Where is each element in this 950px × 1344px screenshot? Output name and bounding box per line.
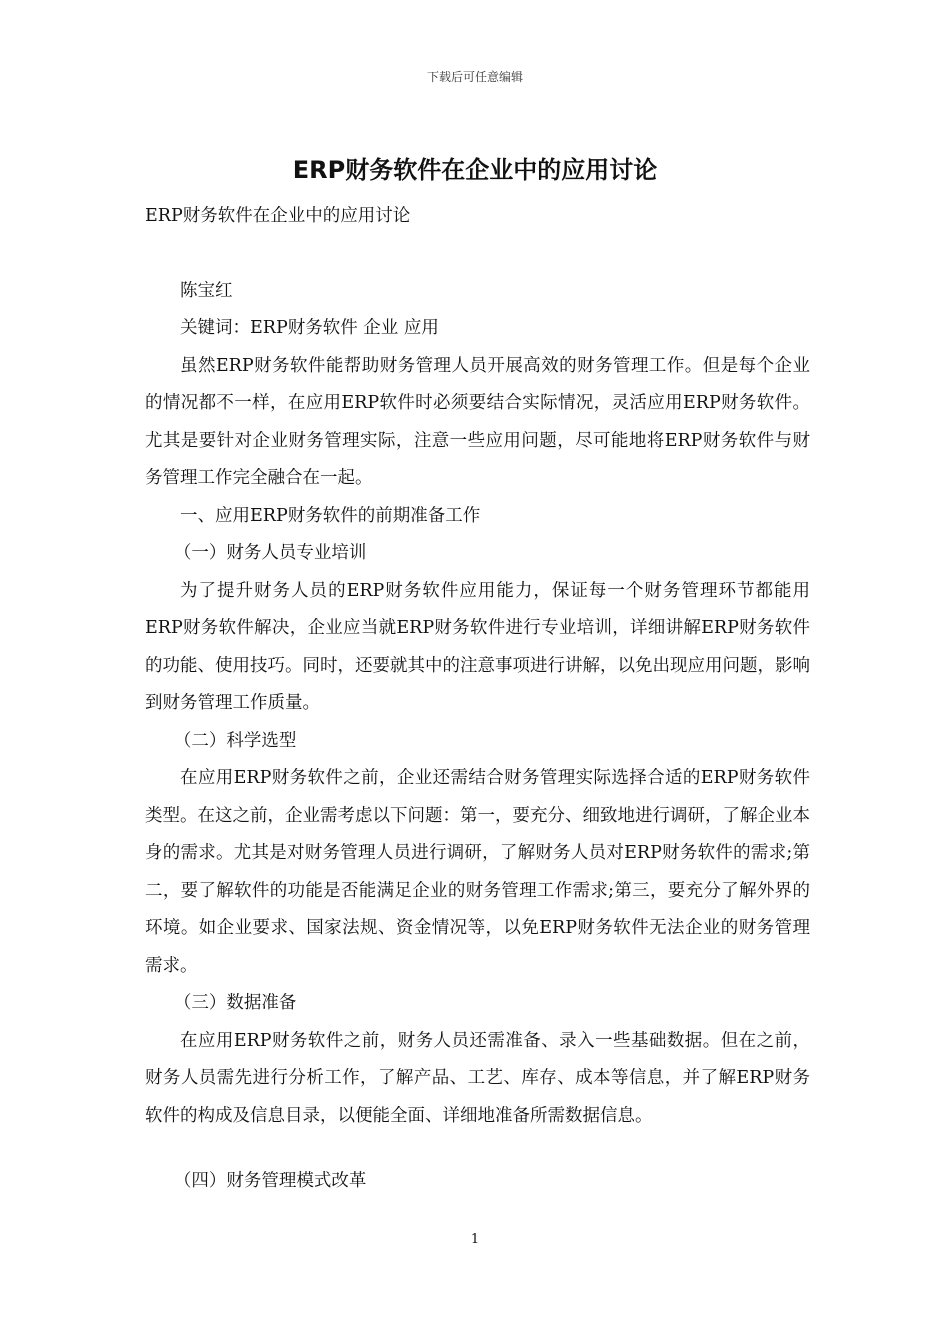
paragraph-data-prep: 在应用ERP财务软件之前，财务人员还需准备、录入一些基础数据。但在之前，财务人员需先进行分析工作，了解产品、工艺、库存、成本等信息，并了解ERP财务软件的构成及信息目录，以便能全面、详细地准备所需数据信息。 bbox=[145, 1030, 810, 1126]
document-body bbox=[145, 198, 810, 1201]
section-heading-1: 一、应用ERP财务软件的前期准备工作 bbox=[180, 505, 481, 526]
subsection-heading-4: （四）财务管理模式改革 bbox=[173, 1171, 367, 1191]
page-title: ERP财务软件在企业中的应用讨论 bbox=[292, 156, 658, 184]
subsection-heading-2: （二）科学选型 bbox=[173, 730, 297, 751]
subsection-heading-3: （三）数据准备 bbox=[173, 993, 297, 1013]
paragraph-intro: 虽然ERP财务软件能帮助财务管理人员开展高效的财务管理工作。但是每个企业的情况都不一样，在应用ERP软件时必须要结合实际情况，灵活应用ERP财务软件。尤其是要针对企业财务管理实际，注意一些应用问题，尽可能地将ERP财务软件与财务管理工作完全融合在一起。 bbox=[145, 355, 810, 488]
header-note: 下载后可任意编辑 bbox=[426, 70, 523, 84]
paragraph-selection: 在应用ERP财务软件之前，企业还需结合财务管理实际选择合适的ERP财务软件类型。在这之前，企业需考虑以下问题：第一，要充分、细致地进行调研，了解企业本身的需求。尤其是对财务管理人员进行调研，了解财务人员对ERP财务软件的需求;第二，要了解软件的功能是否能满足企业的财务管理工作需求;第三，要充分了解外界的环境。如企业要求、国家法规、资金情况等，以免ERP财务软件无法企业的财务管理需求。 bbox=[145, 768, 810, 976]
subtitle: ERP财务软件在企业中的应用讨论 bbox=[145, 206, 411, 226]
author: 陈宝红 bbox=[180, 280, 233, 301]
page-number: 1 bbox=[470, 1232, 480, 1247]
paragraph-training: 为了提升财务人员的ERP财务软件应用能力，保证每一个财务管理环节都能用ERP财务软件解决，企业应当就ERP财务软件进行专业培训，详细讲解ERP财务软件的功能、使用技巧。同时，还要就其中的注意事项进行讲解，以免出现应用问题，影响到财务管理工作质量。 bbox=[145, 580, 810, 713]
subsection-heading-1: （一）财务人员专业培训 bbox=[173, 543, 367, 563]
keywords: 关键词：ERP财务软件 企业 应用 bbox=[180, 318, 439, 338]
